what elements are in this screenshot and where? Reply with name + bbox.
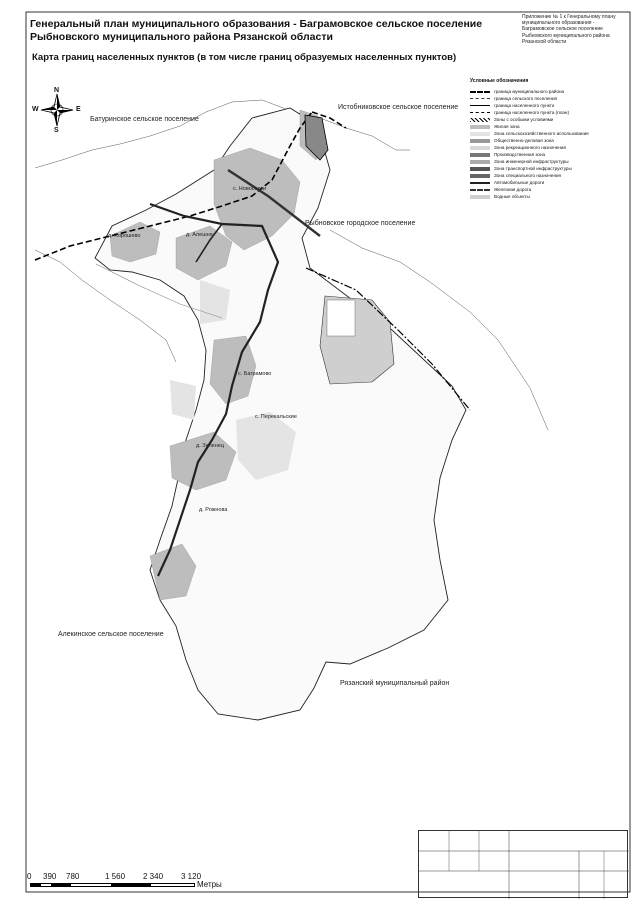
settlement-label: д. Зеленец <box>196 443 224 449</box>
legend-symbol <box>470 118 490 122</box>
parcel-clearing <box>327 300 355 336</box>
legend-row <box>470 116 610 123</box>
legend-symbol <box>470 132 490 136</box>
scale-tick-label: 0 <box>27 872 32 881</box>
legend-label: Общественно-деловая зона <box>494 137 554 143</box>
legend-row <box>470 144 610 151</box>
legend-label: Зона сельскохозяйственного использования <box>494 130 589 136</box>
legend-label: граница населенного пункта (план) <box>494 109 569 115</box>
legend-row <box>470 95 610 102</box>
legend-label: Жилая зона <box>494 123 520 129</box>
approval-line: Рязанской области <box>522 38 567 45</box>
legend-symbol <box>470 139 490 143</box>
legend-row <box>470 186 610 193</box>
legend-symbol <box>470 98 490 99</box>
region-label-istobniki: Истобниковское сельское поселение <box>338 104 459 111</box>
settlement-label: д. Хорошево <box>108 233 141 239</box>
legend-symbol <box>470 195 490 199</box>
settlement-label: с. Новоселки <box>233 186 267 192</box>
scale-tick-label: 2 340 <box>143 872 164 881</box>
legend-label: Автомобильные дороги <box>494 179 545 185</box>
compass-n-label: N <box>54 87 60 94</box>
region-label-ryazan: Рязанский муниципальный район <box>340 680 450 687</box>
legend-items <box>470 88 610 200</box>
legend-symbol <box>470 91 490 93</box>
scale-tick-label: 780 <box>66 872 80 881</box>
compass-e-label: E <box>76 106 81 113</box>
approval-line: Приложение № 1 к Генеральному плану <box>522 14 616 20</box>
title-block <box>418 830 628 898</box>
legend-symbol <box>470 189 490 191</box>
title-block-grid <box>419 831 629 899</box>
legend-row <box>470 193 610 200</box>
legend-label: граница населенного пункта <box>494 102 555 108</box>
settlement-label: с. Баграмово <box>238 371 272 377</box>
region-label-batura: Батуринское сельское поселение <box>90 116 199 123</box>
legend-label: Зоны с особыми условиями <box>494 116 554 122</box>
legend <box>470 78 610 200</box>
legend-symbol <box>470 125 490 129</box>
compass-rose <box>41 94 73 126</box>
approval-line: муниципального образования - <box>522 20 595 27</box>
legend-row <box>470 172 610 179</box>
legend-symbol <box>470 105 490 106</box>
legend-symbol <box>470 160 490 164</box>
legend-symbol <box>470 112 490 113</box>
legend-row <box>470 165 610 172</box>
legend-label: Производственная зона <box>494 151 546 157</box>
legend-label: Зона рекреационного назначения <box>494 144 566 150</box>
approval-line: Рыбновского муниципального района <box>522 32 610 39</box>
legend-label: граница муниципального района <box>494 88 565 94</box>
legend-row <box>470 88 610 95</box>
legend-row <box>470 151 610 158</box>
approval-note <box>522 14 634 45</box>
scale-units: Метры <box>197 880 222 889</box>
legend-label: Зона транспортной инфраструктуры <box>494 165 572 171</box>
scale-tick-label: 390 <box>43 872 57 881</box>
legend-label: Водные объекты <box>494 193 530 199</box>
legend-symbol <box>470 167 490 171</box>
approval-line: Баграмовское сельское поселение <box>522 26 603 33</box>
scale-tick-label: 1 560 <box>105 872 126 881</box>
legend-label: граница сельского поселения <box>494 95 558 101</box>
legend-symbol <box>470 174 490 178</box>
compass-w-label: W <box>32 106 39 113</box>
legend-row <box>470 179 610 186</box>
scale-tick-label: 3 120 <box>181 872 202 881</box>
legend-symbol <box>470 182 490 184</box>
region-label-alekino: Алекинское сельское поселение <box>58 631 164 638</box>
legend-row <box>470 158 610 165</box>
title-line-2: Рыбновского муниципального района Рязанской области <box>30 31 333 43</box>
legend-label: Железная дорога <box>494 186 532 192</box>
settlement-label: д. Рожнова <box>199 507 228 513</box>
legend-row <box>470 109 610 116</box>
legend-symbol <box>470 146 490 150</box>
title-line-1: Генеральный план муниципального образования - Баграмовское сельское поселение <box>30 18 483 30</box>
legend-row <box>470 130 610 137</box>
settlement-label: с. Перекальские <box>255 414 297 420</box>
map-title <box>30 18 500 44</box>
region-label-rybnoe: Рыбновское городское поселение <box>305 220 416 227</box>
legend-label: Зона инженерной инфраструктуры <box>494 158 569 164</box>
legend-heading: Условные обозначения <box>470 78 529 84</box>
compass-s-label: S <box>54 127 59 134</box>
map-subtitle: Карта границ населенных пунктов (в том числе границ образуемых населенных пунктов) <box>32 52 457 63</box>
settlement-label: д. Алешня <box>186 232 213 238</box>
legend-row <box>470 123 610 130</box>
legend-row <box>470 102 610 109</box>
legend-symbol <box>470 153 490 157</box>
scale-bar <box>30 883 195 887</box>
legend-row <box>470 137 610 144</box>
legend-label: Зона специального назначения <box>494 172 562 178</box>
